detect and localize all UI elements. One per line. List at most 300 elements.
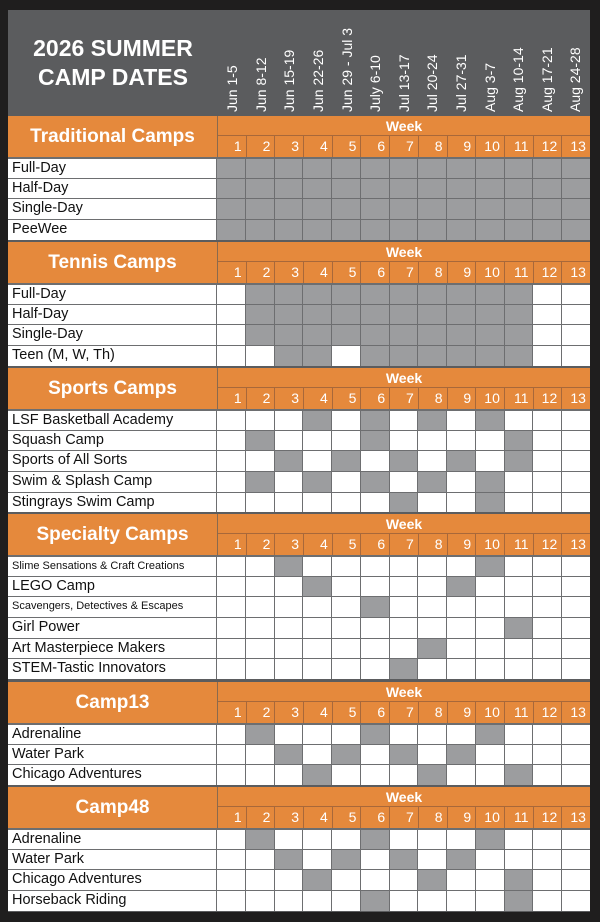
week-cell-empty — [446, 472, 475, 492]
week-cell-empty — [561, 472, 590, 492]
week-cell-empty — [245, 639, 274, 659]
date-column-header — [475, 10, 504, 116]
week-number: 5 — [332, 388, 361, 409]
week-cell-empty — [532, 870, 561, 890]
week-cell-empty — [561, 451, 590, 471]
week-cell-empty — [389, 411, 418, 430]
camp-name: STEM-Tastic Innovators — [8, 659, 217, 679]
camp-name: Scavengers, Detectives & Escapes — [8, 597, 217, 617]
week-cell-available — [389, 305, 418, 325]
week-cell-empty — [360, 870, 389, 890]
week-cell-empty — [360, 765, 389, 785]
week-cell-empty — [446, 618, 475, 638]
camp-row — [8, 638, 590, 659]
week-cell-empty — [532, 285, 561, 304]
week-cell-empty — [417, 618, 446, 638]
week-cell-empty — [417, 577, 446, 597]
week-label: Week — [218, 242, 590, 262]
week-cell-empty — [532, 659, 561, 679]
week-cells — [217, 285, 590, 304]
week-cell-empty — [504, 411, 533, 430]
week-cell-empty — [245, 765, 274, 785]
week-cell-empty — [217, 597, 245, 617]
week-number: 4 — [303, 807, 332, 828]
camp-row — [8, 849, 590, 870]
week-cell-available — [331, 850, 360, 870]
week-cell-available — [274, 850, 303, 870]
week-cell-available — [331, 305, 360, 325]
week-cell-empty — [532, 725, 561, 744]
week-number: 12 — [533, 388, 562, 409]
week-cell-available — [360, 285, 389, 304]
week-number: 6 — [360, 702, 389, 723]
week-cells — [217, 618, 590, 638]
date-column-header — [504, 10, 533, 116]
week-cell-empty — [446, 725, 475, 744]
week-cell-empty — [245, 850, 274, 870]
week-cell-empty — [331, 597, 360, 617]
week-cell-available — [245, 431, 274, 451]
week-cell-available — [331, 199, 360, 219]
week-cell-empty — [245, 891, 274, 911]
camp-row — [8, 723, 590, 744]
week-cell-available — [446, 199, 475, 219]
camp-name: PeeWee — [8, 220, 217, 240]
week-cell-available — [504, 159, 533, 178]
week-number: 12 — [533, 136, 562, 157]
week-cell-empty — [475, 745, 504, 765]
camp-row — [8, 828, 590, 849]
week-number: 8 — [418, 262, 447, 283]
week-cell-empty — [302, 557, 331, 576]
week-cell-empty — [331, 725, 360, 744]
week-cell-available — [360, 305, 389, 325]
week-number: 2 — [246, 136, 275, 157]
week-cell-available — [446, 577, 475, 597]
week-cell-empty — [389, 597, 418, 617]
week-cell-empty — [475, 639, 504, 659]
week-cell-empty — [417, 850, 446, 870]
week-cell-empty — [389, 639, 418, 659]
week-cell-empty — [561, 285, 590, 304]
section-header — [8, 682, 590, 723]
week-number: 12 — [533, 534, 562, 555]
week-cell-available — [475, 285, 504, 304]
week-cell-empty — [302, 659, 331, 679]
week-number: 11 — [504, 807, 533, 828]
week-cells — [217, 639, 590, 659]
week-cell-available — [360, 220, 389, 240]
week-cell-empty — [504, 577, 533, 597]
week-cell-available — [446, 325, 475, 345]
week-cell-available — [446, 179, 475, 199]
week-cell-available — [274, 199, 303, 219]
week-cell-empty — [561, 725, 590, 744]
week-cell-empty — [532, 745, 561, 765]
week-cell-available — [417, 411, 446, 430]
week-cell-empty — [532, 765, 561, 785]
week-cell-available — [446, 451, 475, 471]
week-cell-empty — [217, 305, 245, 325]
week-cell-empty — [532, 830, 561, 849]
date-range-label: Jul 27-31 — [453, 54, 470, 112]
week-number: 9 — [447, 388, 476, 409]
week-number: 4 — [303, 534, 332, 555]
week-number: 12 — [533, 262, 562, 283]
week-cell-empty — [217, 659, 245, 679]
week-cell-empty — [475, 870, 504, 890]
week-cell-empty — [446, 639, 475, 659]
week-number: 1 — [233, 704, 242, 720]
week-cells — [217, 220, 590, 240]
week-cell-empty — [417, 659, 446, 679]
week-cell-available — [302, 411, 331, 430]
week-cell-available — [274, 220, 303, 240]
week-label: Week — [218, 368, 590, 388]
week-cell-available — [302, 765, 331, 785]
week-cell-empty — [274, 891, 303, 911]
week-cell-available — [389, 850, 418, 870]
week-cell-available — [446, 346, 475, 366]
date-column-header — [275, 10, 304, 116]
week-cells — [217, 891, 590, 911]
week-cell-empty — [302, 830, 331, 849]
week-cell-available — [446, 850, 475, 870]
week-label: Week — [218, 682, 590, 702]
week-number: 1 — [233, 138, 242, 154]
week-cell-available — [475, 346, 504, 366]
week-cell-available — [360, 725, 389, 744]
week-cells — [217, 659, 590, 679]
week-cell-available — [504, 285, 533, 304]
week-cell-available — [331, 179, 360, 199]
week-number: 10 — [475, 807, 504, 828]
week-cell-available — [475, 411, 504, 430]
date-range-label: Jun 1-5 — [224, 65, 241, 112]
week-cell-available — [217, 159, 245, 178]
week-cell-empty — [417, 725, 446, 744]
date-range-label: Jun 22-26 — [310, 49, 327, 112]
week-cell-available — [302, 179, 331, 199]
week-cell-empty — [389, 431, 418, 451]
week-cell-available — [331, 220, 360, 240]
week-cell-available — [475, 472, 504, 492]
week-cells — [217, 725, 590, 744]
week-cell-empty — [446, 870, 475, 890]
week-number: 9 — [447, 702, 476, 723]
week-cell-empty — [532, 325, 561, 345]
week-cell-available — [504, 618, 533, 638]
week-cell-empty — [389, 472, 418, 492]
week-cell-empty — [217, 411, 245, 430]
week-cell-available — [302, 285, 331, 304]
week-number: 6 — [360, 262, 389, 283]
week-cell-available — [302, 870, 331, 890]
date-range-label: Aug 17-21 — [538, 47, 555, 112]
week-number: 10 — [475, 534, 504, 555]
week-cell-empty — [331, 639, 360, 659]
week-cell-available — [245, 285, 274, 304]
week-cell-available — [245, 305, 274, 325]
week-cell-available — [360, 891, 389, 911]
week-cell-empty — [245, 493, 274, 513]
week-cell-empty — [532, 850, 561, 870]
week-number: 2 — [246, 262, 275, 283]
camp-row — [8, 409, 590, 430]
week-cell-available — [274, 159, 303, 178]
week-number: 11 — [504, 262, 533, 283]
week-cell-available — [331, 451, 360, 471]
camp-row — [8, 492, 590, 513]
week-cell-empty — [532, 577, 561, 597]
week-cell-available — [504, 451, 533, 471]
week-number: 12 — [533, 807, 562, 828]
camp-row — [8, 890, 590, 911]
section-title: Specialty Camps — [36, 523, 189, 545]
week-label: Week — [218, 787, 590, 807]
week-cell-empty — [360, 659, 389, 679]
camp-row — [8, 304, 590, 325]
week-number: 3 — [274, 702, 303, 723]
week-number: 9 — [447, 262, 476, 283]
week-number: 9 — [447, 807, 476, 828]
section-rows — [8, 723, 590, 785]
camp-name: Single-Day — [8, 199, 217, 219]
section-header — [8, 116, 590, 157]
week-cell-empty — [504, 639, 533, 659]
week-cell-empty — [217, 346, 245, 366]
date-range-label: Jul 13-17 — [395, 54, 412, 112]
date-range-label: Jul 20-24 — [424, 54, 441, 112]
date-range-label: Jun 15-19 — [281, 49, 298, 112]
week-number: 5 — [332, 807, 361, 828]
week-cell-empty — [389, 765, 418, 785]
camp-row — [8, 617, 590, 638]
week-number: 6 — [360, 534, 389, 555]
week-number: 3 — [274, 388, 303, 409]
week-cell-empty — [217, 639, 245, 659]
camp-row — [8, 178, 590, 199]
week-cell-empty — [561, 325, 590, 345]
week-number: 13 — [561, 534, 590, 555]
week-cell-available — [389, 220, 418, 240]
section-header — [8, 368, 590, 409]
week-cell-empty — [446, 431, 475, 451]
week-cell-available — [360, 472, 389, 492]
week-cell-available — [274, 179, 303, 199]
week-cell-available — [446, 159, 475, 178]
week-cell-available — [504, 431, 533, 451]
week-cell-available — [217, 179, 245, 199]
week-number: 7 — [389, 262, 418, 283]
date-range-label: July 6-10 — [367, 55, 384, 112]
week-cell-empty — [274, 618, 303, 638]
week-cell-empty — [417, 891, 446, 911]
week-cell-empty — [475, 577, 504, 597]
week-cell-available — [417, 765, 446, 785]
week-cell-empty — [561, 597, 590, 617]
week-cell-empty — [331, 618, 360, 638]
week-cell-available — [475, 220, 504, 240]
week-numbers-row — [218, 534, 590, 555]
week-cell-available — [302, 325, 331, 345]
week-cell-available — [245, 220, 274, 240]
week-number: 3 — [274, 136, 303, 157]
camp-name: Half-Day — [8, 305, 217, 325]
date-column-header — [304, 10, 333, 116]
week-cell-empty — [331, 493, 360, 513]
section-title: Camp48 — [75, 796, 150, 818]
week-cell-empty — [217, 891, 245, 911]
week-cell-empty — [417, 493, 446, 513]
section-title: Sports Camps — [48, 377, 177, 399]
week-cells — [217, 850, 590, 870]
week-cell-empty — [302, 850, 331, 870]
week-cell-empty — [331, 431, 360, 451]
week-cell-empty — [446, 891, 475, 911]
week-cell-empty — [475, 765, 504, 785]
week-cell-available — [331, 285, 360, 304]
week-number: 7 — [389, 807, 418, 828]
week-numbers-row — [218, 388, 590, 409]
week-cell-empty — [446, 493, 475, 513]
week-cell-available — [274, 325, 303, 345]
week-cell-empty — [302, 745, 331, 765]
week-cells — [217, 159, 590, 178]
week-cell-empty — [532, 639, 561, 659]
date-column-header — [533, 10, 562, 116]
camp-row — [8, 555, 590, 576]
week-cell-available — [475, 493, 504, 513]
week-cell-available — [389, 451, 418, 471]
week-cell-available — [475, 725, 504, 744]
week-cell-available — [360, 346, 389, 366]
week-cell-available — [302, 577, 331, 597]
week-cell-available — [475, 325, 504, 345]
week-cell-available — [504, 199, 533, 219]
camp-name: Adrenaline — [8, 830, 217, 849]
week-cell-empty — [360, 451, 389, 471]
week-cell-available — [504, 179, 533, 199]
week-cell-available — [417, 870, 446, 890]
week-cell-empty — [532, 597, 561, 617]
week-cell-empty — [504, 745, 533, 765]
week-cell-empty — [446, 597, 475, 617]
section-header — [8, 242, 590, 283]
week-cell-empty — [532, 411, 561, 430]
week-number: 7 — [389, 702, 418, 723]
week-cell-empty — [532, 557, 561, 576]
week-cells — [217, 411, 590, 430]
week-cell-empty — [561, 346, 590, 366]
week-cell-available — [389, 325, 418, 345]
week-cell-available — [302, 220, 331, 240]
week-number: 9 — [447, 136, 476, 157]
week-cell-empty — [532, 493, 561, 513]
week-number: 8 — [418, 702, 447, 723]
week-cell-empty — [302, 618, 331, 638]
week-cells — [217, 493, 590, 513]
week-cells — [217, 765, 590, 785]
camp-row — [8, 324, 590, 345]
week-cell-available — [504, 870, 533, 890]
week-cell-empty — [417, 597, 446, 617]
camp-name: Squash Camp — [8, 431, 217, 451]
week-cell-available — [532, 179, 561, 199]
week-cell-empty — [532, 451, 561, 471]
week-cell-available — [389, 346, 418, 366]
week-cell-empty — [561, 431, 590, 451]
week-cells — [217, 830, 590, 849]
week-cell-empty — [446, 830, 475, 849]
week-cell-empty — [217, 870, 245, 890]
section-rows — [8, 409, 590, 512]
week-cell-available — [274, 285, 303, 304]
week-cell-empty — [245, 597, 274, 617]
date-column-header — [390, 10, 419, 116]
week-cell-available — [389, 285, 418, 304]
week-cell-empty — [532, 346, 561, 366]
week-cell-empty — [389, 557, 418, 576]
week-cell-available — [417, 472, 446, 492]
camp-name: Girl Power — [8, 618, 217, 638]
week-number: 8 — [418, 807, 447, 828]
week-cell-empty — [389, 870, 418, 890]
section-rows — [8, 828, 590, 911]
week-cell-empty — [475, 659, 504, 679]
week-number: 9 — [447, 534, 476, 555]
week-cell-empty — [504, 597, 533, 617]
camp-row — [8, 430, 590, 451]
section-rows — [8, 555, 590, 679]
camp-name: Full-Day — [8, 159, 217, 178]
week-cells — [217, 431, 590, 451]
week-cell-available — [389, 659, 418, 679]
week-cell-empty — [274, 597, 303, 617]
section-title: Traditional Camps — [30, 125, 195, 147]
week-number: 13 — [561, 262, 590, 283]
week-number: 4 — [303, 702, 332, 723]
week-number: 13 — [561, 702, 590, 723]
week-cell-available — [475, 305, 504, 325]
week-cell-empty — [217, 431, 245, 451]
camp-name: Slime Sensations & Craft Creations — [8, 557, 217, 576]
week-cell-available — [360, 830, 389, 849]
week-cell-empty — [302, 597, 331, 617]
camp-row — [8, 283, 590, 304]
camp-name: Horseback Riding — [8, 891, 217, 911]
week-cell-empty — [360, 639, 389, 659]
week-cell-empty — [331, 830, 360, 849]
week-cells — [217, 577, 590, 597]
week-cell-empty — [245, 870, 274, 890]
week-cell-empty — [274, 411, 303, 430]
week-cell-available — [389, 159, 418, 178]
week-number: 7 — [389, 534, 418, 555]
week-cell-empty — [245, 557, 274, 576]
camp-row — [8, 658, 590, 679]
week-cell-available — [446, 285, 475, 304]
week-number: 2 — [246, 388, 275, 409]
week-number: 4 — [303, 136, 332, 157]
week-cell-empty — [504, 725, 533, 744]
date-column-header — [332, 10, 361, 116]
title-line-2: CAMP DATES — [38, 64, 188, 90]
camp-name: Adrenaline — [8, 725, 217, 744]
week-cell-available — [331, 745, 360, 765]
week-cell-available — [446, 220, 475, 240]
week-cell-available — [245, 159, 274, 178]
